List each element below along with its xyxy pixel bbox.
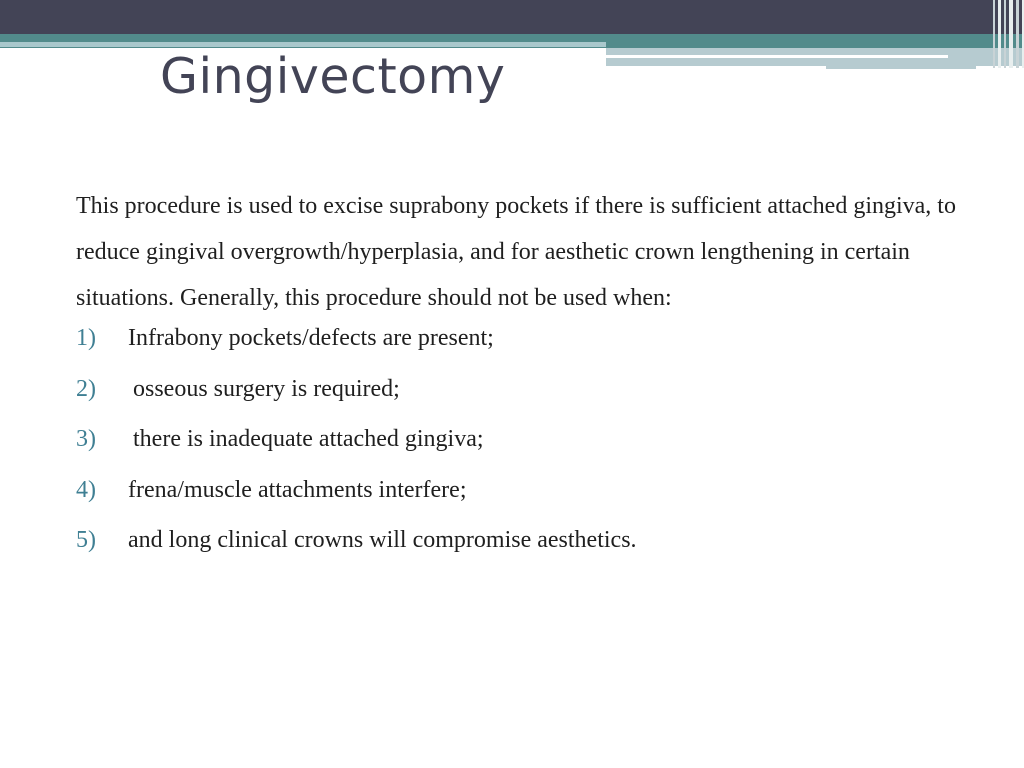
list-number: 1)	[76, 325, 96, 351]
list-item	[76, 323, 976, 353]
header-band-light	[0, 42, 606, 47]
list-text: frena/muscle attachments interfere;	[128, 476, 467, 503]
list-number: 5)	[76, 527, 96, 553]
list-text: and long clinical crowns will compromise aesthetics.	[128, 527, 637, 553]
header-band-dark	[0, 0, 1024, 34]
list-item	[76, 424, 976, 454]
slide-body	[76, 183, 976, 576]
list-number: 4)	[76, 476, 96, 503]
conditions-list	[76, 323, 976, 555]
list-text: Infrabony pockets/defects are present;	[128, 325, 494, 351]
list-item	[76, 525, 976, 555]
slide-title: Gingivectomy	[160, 48, 506, 105]
list-number: 3)	[76, 426, 96, 452]
intro-paragraph: This procedure is used to excise suprabony pockets if there is sufficient attached gingiva, to reduce gingival overgrowth/hyperplasia, and for aesthetic crown lengthening in certain situations. Generally, this procedure should not be used when:	[76, 193, 956, 311]
header-decorative-stripes	[990, 0, 1024, 68]
list-item	[76, 475, 976, 505]
list-item	[76, 374, 976, 404]
header-band-short-line	[826, 66, 976, 69]
list-number: 2)	[76, 375, 96, 402]
header-band-thin-line	[606, 55, 948, 58]
list-text: osseous surgery is required;	[133, 375, 400, 402]
list-text: there is inadequate attached gingiva;	[133, 426, 484, 452]
